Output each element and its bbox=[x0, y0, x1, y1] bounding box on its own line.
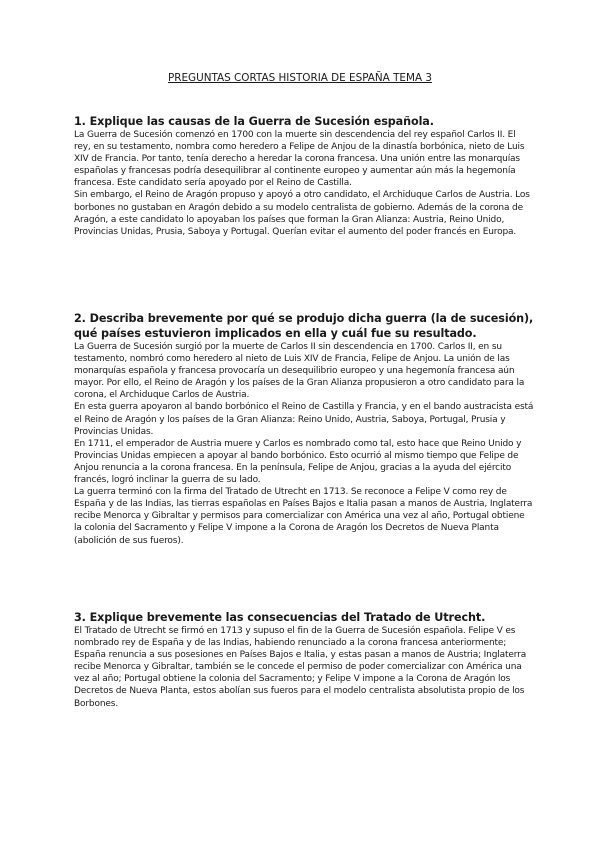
answer-paragraph: La guerra terminó con la firma del Tratado de Utrecht en 1713. Se reconoce a Felipe V como rey de España y de las Indias, las tierras españolas en Países Bajos e Italia pasan a manos de Austria, Inglaterra recibe Menorca y Gibraltar y permisos para comercializar con América una vez al año, Portugal obtiene la colonia del Sacramento y Felipe V impone a la Corona de Aragón los Decretos de Nueva Planta (abolición de sus fueros). bbox=[74, 487, 533, 546]
section-1 bbox=[74, 114, 534, 238]
document-title: PREGUNTAS CORTAS HISTORIA DE ESPAÑA TEMA 3 bbox=[168, 72, 432, 84]
section-2 bbox=[74, 311, 534, 547]
question-heading: 3. Explique brevemente las consecuencias del Tratado de Utrecht. bbox=[74, 611, 486, 624]
question-heading: 1. Explique las causas de la Guerra de Sucesión española. bbox=[74, 115, 434, 128]
answer-paragraph: Sin embargo, el Reino de Aragón propuso y apoyó a otro candidato, el Archiduque Carlos de Austria. Los borbones no gustaban en Aragón debido a su modelo centralista de gobierno. Además de la corona de Aragón, a este candidato lo apoyaban los países que forman la Gran Alianza: Austria, Reino Unido, Provincias Unidas, Prusia, Saboya y Portugal. Querían evitar el aumento del poder francés en Europa. bbox=[74, 190, 530, 237]
answer-paragraph: En 1711, el emperador de Austria muere y Carlos es nombrado como tal, esto hace que Reino Unido y Provincias Unidas empiecen a apoyar al bando borbónico. Esto ocurrió al mismo tiempo que Felipe de Anjou renuncia a la corona francesa. En la península, Felipe de Anjou, gracias a la ayuda del ejército francés, logró inclinar la guerra de su lado. bbox=[74, 438, 522, 486]
question-heading: 2. Describa brevemente por qué se produjo dicha guerra (la de sucesión), qué países estuvieron implicados en ella y cuál fue su resultado. bbox=[74, 312, 534, 340]
answer-paragraph: El Tratado de Utrecht se firmó en 1713 y supuso el fin de la Guerra de Sucesión española. Felipe V es nombrado rey de España y de las Indias, habiendo renunciado a la corona francesa anteriormente; España renuncia a sus posesiones en Países Bajos e Italia, y estas pasan a manos de Austria; Inglaterra recibe Menorca y Gibraltar, también se le concede el permiso de poder comercializar con América una vez al año; Portugal obtiene la colonia del Sacramento; y Felipe V impone a la Corona de Aragón los Decretos de Nueva Planta, estos abolían sus fueros para el modelo centralista absolutista propio de los Borbones. bbox=[74, 626, 527, 709]
answer-paragraph: La Guerra de Sucesión comenzó en 1700 con la muerte sin descendencia del rey español Carlos II. El rey, en su testamento, nombra como heredero a Felipe de Anjou de la dinastía borbónica, nieto de Luis XIV de Francia. Por tanto, tenía derecho a heredar la corona francesa. Una unión entre las monarquías españolas y francesas podría desequilibrar al continente europeo y aumentar aún más la hegemonía francesa. Este candidato sería apoyado por el Reino de Castilla. bbox=[74, 130, 525, 189]
answer-paragraph: La Guerra de Sucesión surgió por la muerte de Carlos II sin descendencia en 1700. Carlos II, en su testamento, nombró como heredero al nieto de Luis XIV de Francia, Felipe de Anjou. La unión de las monarquías española y francesa provocaría un desequilibrio europeo y una hegemonía francesa aún mayor. Por ello, el Reino de Aragón y los países de la Gran Alianza propusieron a otro candidato para la corona, el Archiduque Carlos de Austria. bbox=[74, 342, 525, 401]
section-3 bbox=[74, 610, 534, 710]
answer-paragraph: En esta guerra apoyaron al bando borbónico el Reino de Castilla y Francia, y en el bando austracista está el Reino de Aragón y los países de la Gran Alianza: Reino Unido, Austria, Saboya, Portugal, Prusia y Provincias Unidas. bbox=[74, 402, 534, 437]
